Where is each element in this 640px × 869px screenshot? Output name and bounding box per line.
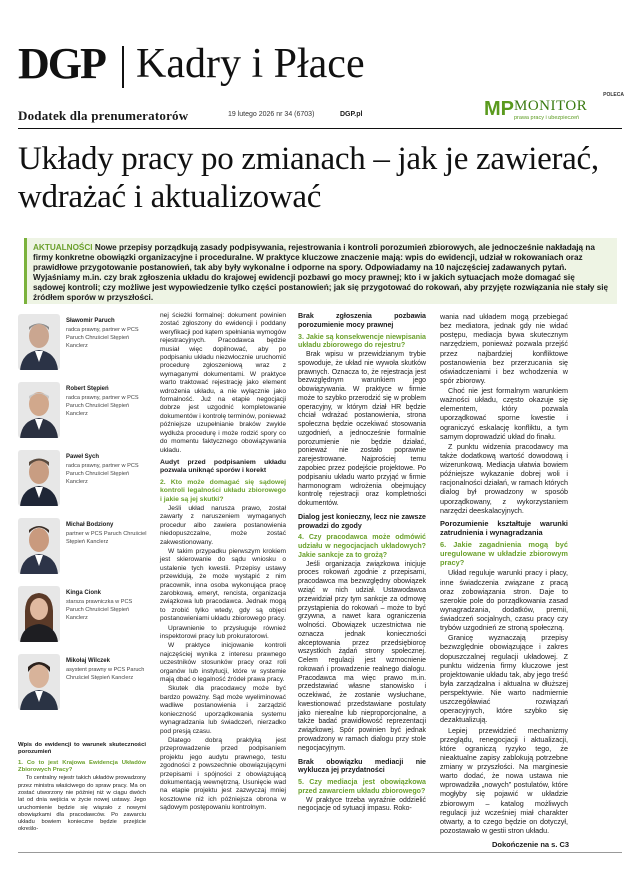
issue-bar (18, 108, 478, 124)
paragraph: Lepiej przewidzieć mechanizmy przeglądu, renegocjacji i aktualizacji, które ograniczą ryzyko tego, że nieaktualne zapisy zablokują potrzebne zmiany w przyszłości. Na marginesie warto dodać, że nowa ustawa nie wprowadziła „nowych” postulatów, które mogłyby się pojawić w układzie zbiorowym – katalog możliwych regulacji już wcześniej miał charakter otwarty, a to czego będzie on dotyczył, pozostawało w gestii stron układu. (440, 725, 568, 835)
column-3 (298, 312, 426, 815)
author-card (18, 652, 146, 714)
paragraph: Uprawnienie to przysługuje również inspektorowi pracy lub prokuratorowi. (160, 624, 286, 641)
paragraph: Dlatego dobrą praktyką jest przeprowadzenie przed podpisaniem projektu jego audytu prawnego, testu zgodności z powszechnie obowiązującymi przepisami i spójności z obowiązującą dokumentacją wewnętrzną. Usunięcie wad na etapie projektu jest zazwyczaj mniej kosztowne niż ich późniejsza obrona w sądowym postępowaniu kontrolnym. (160, 736, 286, 812)
section-heading: Brak zgłoszenia pozbawia porozumienie mocy prawnej (298, 312, 426, 329)
paragraph: To centralny rejestr takich układów prowadzony przez ministra właściwego do spraw pracy. Ma on zostać utworzony nie później niż w ciągu dwóch lat od dnia wejścia w życie nowej ustawy. Jego uruchomienie będzie się wiązało z nowymi obowiązkami dla pracodawców. Po zawarciu układu bowiem konieczne będzie przejście określo- (18, 775, 146, 833)
paragraph: W praktyce trzeba wyraźnie oddzielić negocjacje od sytuacji impasu. Roko- (298, 796, 426, 813)
partner-subtitle: prawa pracy i ubezpieczeń (514, 115, 580, 121)
avatar (18, 382, 60, 438)
author-role: asystent prawny w PCS Paruch Chruściel Stępień Kanclerz (66, 667, 145, 681)
lead-body: Nowe przepisy porządkują zasady podpisywania, rejestrowania i kontroli porozumień zbiorowych, ale jednocześnie nakładają na firmy konkretne obowiązki organizacyjne i proceduralne. W praktyce kluczowe znaczenie mają: wpis do ewidencji, udział w rokowaniach oraz prawidłowe przygotowanie postanowień, tak aby były wykonalne i odporne na spory. Odpowiadamy na 10 najczęściej zadawanych pytań. Wyjaśniamy m.in. czy brak zgłoszenia układu do krajowej ewidencji pozbawi go mocy prawnej; kto i w jakich sytuacjach może domagać się sądowej kontroli; czy możliwe jest wypowiedzenie tylko części postanowień; jak się przygotować do rokowań, aby przyjęte rozwiązania nie stały się źródłem sporów w przyszłości. (33, 243, 609, 302)
author-card (18, 380, 146, 442)
paragraph: Brak wpisu w przewidzianym trybie spowoduje, że układ nie wywoła skutków prawnych. Oznacza to, że rejestracja jest bezwzględnym warunkiem jego obowiązywania. W praktyce w firmie może to szybko przerodzić się w problem operacyjny, w którym dział HR będzie chciał wdrażać postanowienia, strona społeczna będzie oczekiwać stosowania uzgodnień, a jednocześnie formalnie porozumienie nie będzie działać, ponieważ nie zostało poprawnie zarejestrowane. Najprościej temu zapobiec przez podejście projektowe. Po podpisaniu układu warto przyjąć w firmie harmonogram wdrożenia obejmujący kontrolę rejestracji oraz kompletności dokumentów. (298, 351, 426, 508)
paragraph: Jeśli układ narusza prawo, został zawarty z naruszeniem wymaganych procedur albo zawiera postanowienia niedopuszczalne, może zostać zakwestionowany. (160, 504, 286, 546)
mp-badge-icon: MP (484, 98, 514, 120)
author-card (18, 312, 146, 374)
issue-date: 19 lutego 2026 nr 34 (6703) (228, 111, 315, 118)
author-name: Mikołaj Wilczek (66, 658, 110, 664)
column-1 (18, 738, 146, 835)
author-card (18, 584, 146, 646)
avatar (18, 586, 60, 642)
question-heading: 1. Co to jest Krajowa Ewidencja Układów Zbiorowych Pracy? (18, 759, 146, 773)
section-heading: Dialog jest konieczny, lecz nie zawsze prowadzi do zgody (298, 512, 426, 530)
author-name: Paweł Sych (66, 454, 100, 460)
question-heading: 6. Jakie zagadnienia mogą być uregulowane w układzie zbiorowym pracy? (440, 540, 568, 568)
dgp-logo: DGP (18, 39, 105, 88)
paragraph: Z punktu widzenia pracodawcy ma także dodatkową wartość dowodową i wizerunkową. Mediacja ułatwia bowiem późniejsze wykazanie dobrej woli i racjonalności działań, w ramach których dialog był prowadzony w sposób uporządkowany, z wykorzystaniem narzędzi deeskalacyjnych. (440, 441, 568, 515)
section-heading: Audyt przed podpisaniem układu pozwala uniknąć sporów i korekt (160, 458, 286, 475)
continuation-note: Dokończenie na s. C3 (492, 840, 570, 849)
lead-box (24, 238, 617, 304)
author-role: partner w PCS Paruch Chruściel Stępień Kanclerz (66, 531, 147, 545)
author-name: Michał Bodziony (66, 522, 114, 528)
section-heading: Brak obowiązku mediacji nie wyklucza jej przydatności (298, 757, 426, 775)
site-link[interactable]: DGP.pl (340, 111, 363, 118)
question-heading: 3. Jakie są konsekwencje niewpisania układu zbiorowego do rejestru? (298, 332, 426, 350)
avatar (18, 654, 60, 710)
author-name: Robert Stępień (66, 386, 109, 392)
lead-text (27, 238, 617, 303)
paragraph: Układ reguluje warunki pracy i płacy, inne świadczenia związane z pracą oraz zobowiązania stron. Daje to szerokie pole do porządkowania zasad wynagradzania, dodatków, premii, świadczeń socjalnych, czasu pracy czy trybów uzgodnień ze stroną społeczną. (440, 568, 568, 633)
paragraph: W praktyce inicjowanie kontroli najczęściej wynika z interesu prawnego uczestników stosunków pracy oraz roli organów lub instytucji, które w systemie mają dbać o legalność źródeł prawa pracy. (160, 642, 286, 684)
column-2 (160, 312, 286, 814)
author-role: radca prawny, partner w PCS Paruch Chruściel Stępień Kanclerz (66, 327, 139, 349)
question-heading: 5. Czy mediacja jest obowiązkowa przed zawarciem układu zbiorowego? (298, 778, 426, 795)
footer-rule (18, 852, 622, 853)
lead-label: AKTUALNOŚCI (33, 243, 93, 252)
paragraph: nej ścieżki formalnej: dokument powinien zostać zgłoszony do ewidencji i poddany weryfikacji pod kątem spełniania wymogów rejestracyjnych. Pracodawca będzie musiał więc dopilnować, aby po podpisaniu układu niezwłocznie uruchomić procedurę zgłoszeniową wraz z wymaganymi dokumentami. W praktyce warto traktować rejestrację jako element wdrożenia układu, a nie wyłącznie jako formalność. Już na etapie negocjacji dobrze jest uzgodnić kompletowanie dokumentów i kontrolę terminów, ponieważ późniejsze uzupełnianie braków zwykle wydłuża procedurę i może rodzić spory co do momentu faktycznego obowiązywania układu. (160, 312, 286, 454)
author-name: Sławomir Paruch (66, 318, 115, 324)
author-name: Kinga Cionk (66, 590, 102, 596)
section-heading: Wpis do ewidencji to warunek skuteczności porozumień (18, 742, 146, 756)
paragraph: W takim przypadku pierwszym krokiem jest skierowanie do sądu wniosku o ustalenie tych kwestii. Przepisy ustawy przewidują, że może wystąpić z nim pracownik, inna osoba wykonująca pracę zarobkową, emeryt, rencista, organizacja związkowa lub pracodawca. Jednak mogą to zrobić tylko wtedy, gdy są objęci postanowieniami układu zbiorowego pracy. (160, 547, 286, 623)
avatar (18, 518, 60, 574)
logo-separator (122, 46, 124, 88)
paragraph: Skutek dla pracodawcy może być bardzo poważny. Sąd może wyeliminować wadliwe postanowienia i zarządzić konieczność uporządkowania systemu wynagradzania lub świadczeń, nierzadko pod presją czasu. (160, 685, 286, 735)
question-heading: 4. Czy pracodawca może odmówić udziału w negocjacjach układowych? Jakie sankcje za to grożą? (298, 533, 426, 559)
section-title: Kadry i Płace (136, 41, 365, 87)
author-card (18, 516, 146, 578)
paragraph: Jeśli organizacja związkowa inicjuje proces rokowań zgodnie z przepisami, pracodawca ma bezwzględny obowiązek wziąć w nich udział. Ustawodawca przewidział przy tym sankcje za odmowę przystąpienia do rokowań – może to być grzywna, a nawet kara ograniczenia wolności. Obowiązek uczestnictwa nie oznacza jednak konieczności akceptowania przez przedsiębiorcę wszystkich żądań strony społecznej. Celem regulacji jest wzmocnienie rokowań i prowadzenie realnego dialogu. Pracodawca ma więc prawo m.in. przedstawiać własne stanowisko i oczekiwać, że zostanie wysłuchane, kwestionować przedstawiane postulaty jako nierealne lub nieproporcjonalne, a także badać prawidłowość reprezentacji związkowej. Spór powinien być jednak prowadzony w ramach dialogu przy stole negocjacyjnym. (298, 560, 426, 752)
partner-tag: POLECA (603, 92, 624, 98)
avatar (18, 314, 60, 370)
masthead (18, 40, 622, 95)
question-heading: 2. Kto może domagać się sądowej kontroli legalności układu zbiorowego i jakie są jej skutki? (160, 478, 286, 503)
paragraph: wania nad układem mogą przebiegać bez mediatora, jednak gdy nie widać postępu, mediacja bywa skutecznym narzędziem, ponieważ pozwala przejść przez najbardziej konfliktowe postanowienia bez przerzucania się oświadczeniami i bez wchodzenia w spór zbiorowy. (440, 312, 568, 385)
paragraph: Granicę wyznaczają przepisy bezwzględnie obowiązujące i zakres dopuszczalnej regulacji układowej. Z punktu widzenia firmy kluczowe jest projektowanie układu tak, aby jego treść była zarządzalna i aktualna w dłuższej perspektywie. Nie warto nadmiernie uszczegóławiać rozwiązań operacyjnych, które szybko się dezaktualizują. (440, 633, 568, 725)
author-role: radca prawny, partner w PCS Paruch Chruściel Stępień Kanclerz (66, 463, 139, 485)
author-role: starsza prawniczka w PCS Paruch Chruściel Stępień Kanclerz (66, 599, 133, 621)
section-heading: Porozumienie kształtuje warunki zatrudnienia i wynagradzania (440, 518, 568, 537)
partner-logo (484, 92, 624, 126)
column-4 (440, 312, 568, 836)
headline: Układy pracy po zmianach – jak je zawierać, wdrażać i aktualizować (18, 141, 599, 215)
paragraph: Choć nie jest formalnym warunkiem ważności układu, często okazuje się elementem, który pozwala uporządkować sporne kwestie i ograniczyć eskalację konfliktu, a tym samym doprowadzić układ do finału. (440, 386, 568, 441)
supplement-label: Dodatek dla prenumeratorów (18, 108, 189, 123)
header-rule (18, 128, 622, 129)
partner-name: MONITOR (514, 98, 588, 114)
author-role: radca prawny, partner w PCS Paruch Chruściel Stępień Kanclerz (66, 395, 139, 417)
avatar (18, 450, 60, 506)
author-card (18, 448, 146, 510)
